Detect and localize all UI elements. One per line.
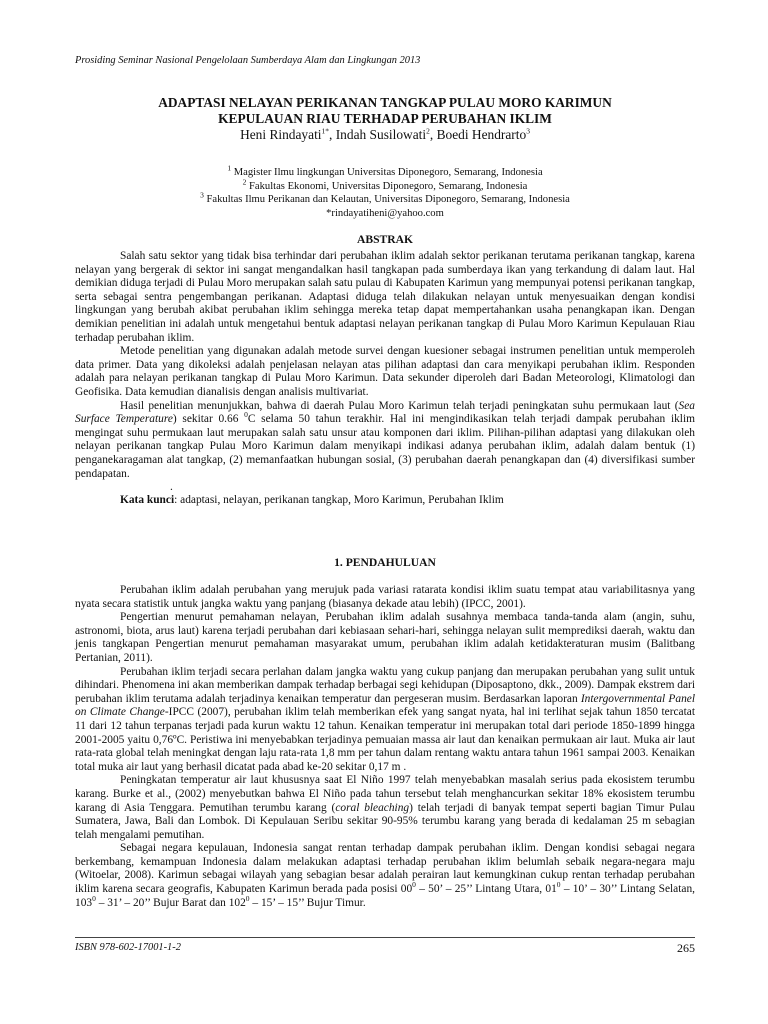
author-3-mark: 3 <box>526 126 530 136</box>
running-head: Prosiding Seminar Nasional Pengelolaan Sumberdaya Alam dan Lingkungan 2013 <box>75 55 421 66</box>
section-heading-pendahuluan: 1. PENDAHULUAN <box>334 556 436 569</box>
section-body <box>75 584 695 910</box>
author-2-mark: 2 <box>426 126 430 136</box>
degree-mark: 0 <box>92 893 96 903</box>
body-paragraph-5 <box>75 842 695 910</box>
title-line-1: ADAPTASI NELAYAN PERIKANAN TANGKAP PULAU MORO KARIMUN <box>158 95 612 110</box>
affiliation-3-mark: 3 <box>200 190 204 200</box>
body-p3-italic: Intergovernmental Panel on Climate Change <box>75 692 695 719</box>
body-p4-text-a: Peningkatan temperatur air laut khususnya saat El Niño 1997 telah menyebabkan masalah serius pada ekosistem terumbu karang. Burke et al., (2002) menyebutkan bahwa El Niño pada tahun tersebut telah menghancurkan sekitar 18% ekosistem terumbu karang di Asia Tenggara. Pemutihan terumbu karang ( <box>75 774 695 814</box>
body-p4-text-b: ) telah terjadi di banyak tempat seperti bagian Timur Pulau Sumatera, Jawa, Bali dan Lombok. Di Kepulauan Seribu sekitar 90-95% terumbu karang yang berada di kedalaman 25 m sebagian telah mengalami pemutihan. <box>75 801 696 841</box>
affiliation-2-text: Fakultas Ekonomi, Universitas Diponegoro, Semarang, Indonesia <box>249 180 528 192</box>
body-paragraph-1: Perubahan iklim adalah perubahan yang merujuk pada variasi ratarata kondisi iklim suatu tempat atau variabilitasnya yang nyata secara statistik untuk jangka waktu yang panjang (biasanya dekade atau lebih) (IPCC, 2001). <box>75 584 695 610</box>
abstract-body <box>75 250 695 508</box>
keywords-text: : adaptasi, nelayan, perikanan tangkap, Moro Karimun, Perubahan Iklim <box>174 494 504 507</box>
body-p5-text-a: Sebagai negara kepulauan, Indonesia sangat rentan terhadap dampak perubahan iklim. Dengan kondisi sebagai negara berkembang, kemampuan Indonesia dalam melakukan adaptasi terhadap perubahan iklim belumlah sebaik negara-negara maju (Witoelar, 2008). Karimun sebagai wilayah yang sebagian besar adalah perairan laut kemungkinan cukup rentan terhadap perubahan iklim karena secara geografis, Kabupaten Karimun berada pada posisi 00 <box>75 842 695 896</box>
keywords-label: Kata kunci <box>120 494 175 507</box>
affiliation-1-text: Magister Ilmu lingkungan Universitas Diponegoro, Semarang, Indonesia <box>233 167 543 178</box>
abstract-paragraph-1: Salah satu sektor yang tidak bisa terhindar dari perubahan iklim adalah sektor perikanan terutama perikanan tangkap, karena nelayan yang bergerak di sektor ini sangat mengandalkan hasil tangkapan pada sumberdaya ikan yang terkandung di dalam laut. Hal demikian diduga terjadi di Pulau Moro merupakan salah satu pulau di Kabupaten Karimun yang mempunyai potensi perikanan tangkap, serta sebagai sentra pengembangan perikanan. Adaptasi diduga telah dilakukan nelayan untuk menyesuaikan dengan kondisi lingkungan yang berubah akibat perubahan iklim sehingga mereka tetap dapat mempertahankan usaha penangkapan ikan. Dengan demikian penelitian ini adalah untuk mengetahui bentuk adaptasi nelayan perikanan tangkap di Pulau Moro Karimun Kepulauan Riau terhadap perubahan iklim. <box>75 250 695 344</box>
author-3: Boedi Hendrarto <box>436 127 527 142</box>
body-p5-text-b: – 50’ – 25’’ Lintang Utara, 01 <box>415 883 557 896</box>
isbn: ISBN 978-602-17001-1-2 <box>75 942 181 953</box>
degree-mark: 0 <box>556 880 561 890</box>
author-list <box>75 127 695 143</box>
body-p3-text-a: Perubahan iklim terjadi secara perlahan dalam jangka waktu yang cukup panjang dan merupakan perubahan yang sulit untuk dihindari. Phenomena ini akan memberikan dampak terhadap berbagai segi kehidupan (Diposaptono, dkk., 2009). Dampak ekstrem dari perubahan iklim terutama adalah terjadinya kenaikan temperatur dan pergeseran musim. Berdasarkan laporan <box>75 665 695 705</box>
body-paragraph-2: Pengertian menurut pemahaman nelayan, Perubahan iklim adalah susahnya membaca tanda-tanda alam (angin, suhu, astronomi, biota, arus laut) karena terjadi perubahan dari kebiasaan sehari-hari, sehingga nelayan sulit memprediksi daerah, waktu dan jenis tangkapan Pengertian menurut pemahaman masyarakat umum, perubahan iklim adalah ketidakteraturan musim (Balitbang Pertanian, 2011). <box>75 611 695 664</box>
degree-mark: 0 <box>412 880 416 890</box>
body-p5-text-d: – 31’ – 20’’ Bujur Barat dan 102 <box>95 896 246 909</box>
abstract-p3-italic: Sea Surface Temperature <box>75 399 695 426</box>
affiliation-3-text: Fakultas Ilmu Perikanan dan Kelautan, Universitas Diponegoro, Semarang, Indonesia <box>206 194 570 206</box>
title-line-2: KEPULAUAN RIAU TERHADAP PERUBAHAN IKLIM <box>218 111 552 126</box>
body-paragraph-4 <box>75 774 695 842</box>
abstract-p3-text-c: C selama 50 tahun terakhir. Hal ini mengindikasikan telah terjadi dampak perubahan iklim mengingat suhu permukaan laut merupakan salah satu unsur atau komponen dari iklim. Pilihan-pilihan adaptasi yang dilakukan oleh nelayan perikanan tangkap Pulau Moro Karimun dalam menyikapi indikasi adanya perubahan iklim, adalah dalam bentuk (1) penganekaragaman alat tangkap, (2) memanfaatkan hubungan sosial, (3) perubahan daerah penangkapan dan (4) diversifikasi sumber pendapatan. <box>75 413 695 480</box>
abstract-heading: ABSTRAK <box>356 233 414 246</box>
corresponding-email: *rindayatiheni@yahoo.com <box>326 208 444 220</box>
affiliation-3 <box>75 190 695 207</box>
abstract-p3-text-a: Hasil penelitian menunjukkan, bahwa di daerah Pulau Moro Karimun telah terjadi peningkatan suhu permukaan laut ( <box>120 399 679 412</box>
body-p4-italic: coral bleaching <box>335 801 410 814</box>
affiliation-1-mark: 1 <box>227 163 232 173</box>
body-p5-text-c: – 10’ – 30’’ Lintang Selatan, 103 <box>75 883 695 909</box>
stray-dot: . <box>170 481 173 494</box>
affiliations <box>75 163 695 221</box>
degree-mark: 0 <box>244 410 248 420</box>
affiliation-2 <box>75 177 695 194</box>
abstract-paragraph-3 <box>75 400 695 482</box>
author-1-mark: 1* <box>321 126 330 136</box>
paper-title <box>75 95 695 127</box>
footer-rule <box>75 937 695 938</box>
abstract-p3-text-b: ) sekitar 0.66 <box>172 413 245 426</box>
affiliation-1 <box>75 163 695 180</box>
body-paragraph-3 <box>75 666 695 775</box>
author-1: Heni Rindayati <box>240 127 322 142</box>
abstract-paragraph-2: Metode penelitian yang digunakan adalah metode survei dengan kuesioner sebagai instrumen penelitian untuk memperoleh data primer. Data yang dikoleksi adalah penjelasan nelayan atas pilihan adaptasi dan cara menyikapi perubahan iklim. Responden adalah para nelayan perikanan tangkap di Pulau Moro Karimun. Data sekunder diperoleh dari Badan Meteorologi, Klimatologi dan Geofisika. Data kemudian dianalisis dengan analisis multivariat. <box>75 345 695 398</box>
body-p5-text-e: – 15’ – 15’’ Bujur Timur. <box>249 896 366 909</box>
page-number: 265 <box>677 941 695 955</box>
author-separator: , <box>429 127 437 142</box>
author-2: Indah Susilowati <box>335 127 427 142</box>
body-p3-text-b: -IPCC (2007), perubahan iklim telah memberikan efek yang sangat nyata, hal ini terlihat sejak tahun 1850 tercatat 11 dari 12 tahun terpanas terjadi pada kurun waktu 12 tahun. Kenaikan temperatur ini merupakan total dari periode 1850-1899 hingga 2001-2005 yaitu 0,76ºC. Peristiwa ini menyebabkan terjadinya pemuaian massa air laut dan kenaikan permukaan air laut. Muka air laut rata-rata global telah meningkat dengan laju rata-rata 1,8 mm per tahun dalam rentang waktu antara tahun 1961 sampai 2003. Kenaikan total muka air laut yang berhasil dicatat pada abad ke-20 sekitar 0,17 m . <box>75 706 695 773</box>
author-separator: , <box>329 127 336 142</box>
affiliation-2-mark: 2 <box>242 177 247 187</box>
degree-mark: 0 <box>245 893 250 903</box>
keywords <box>75 494 695 508</box>
